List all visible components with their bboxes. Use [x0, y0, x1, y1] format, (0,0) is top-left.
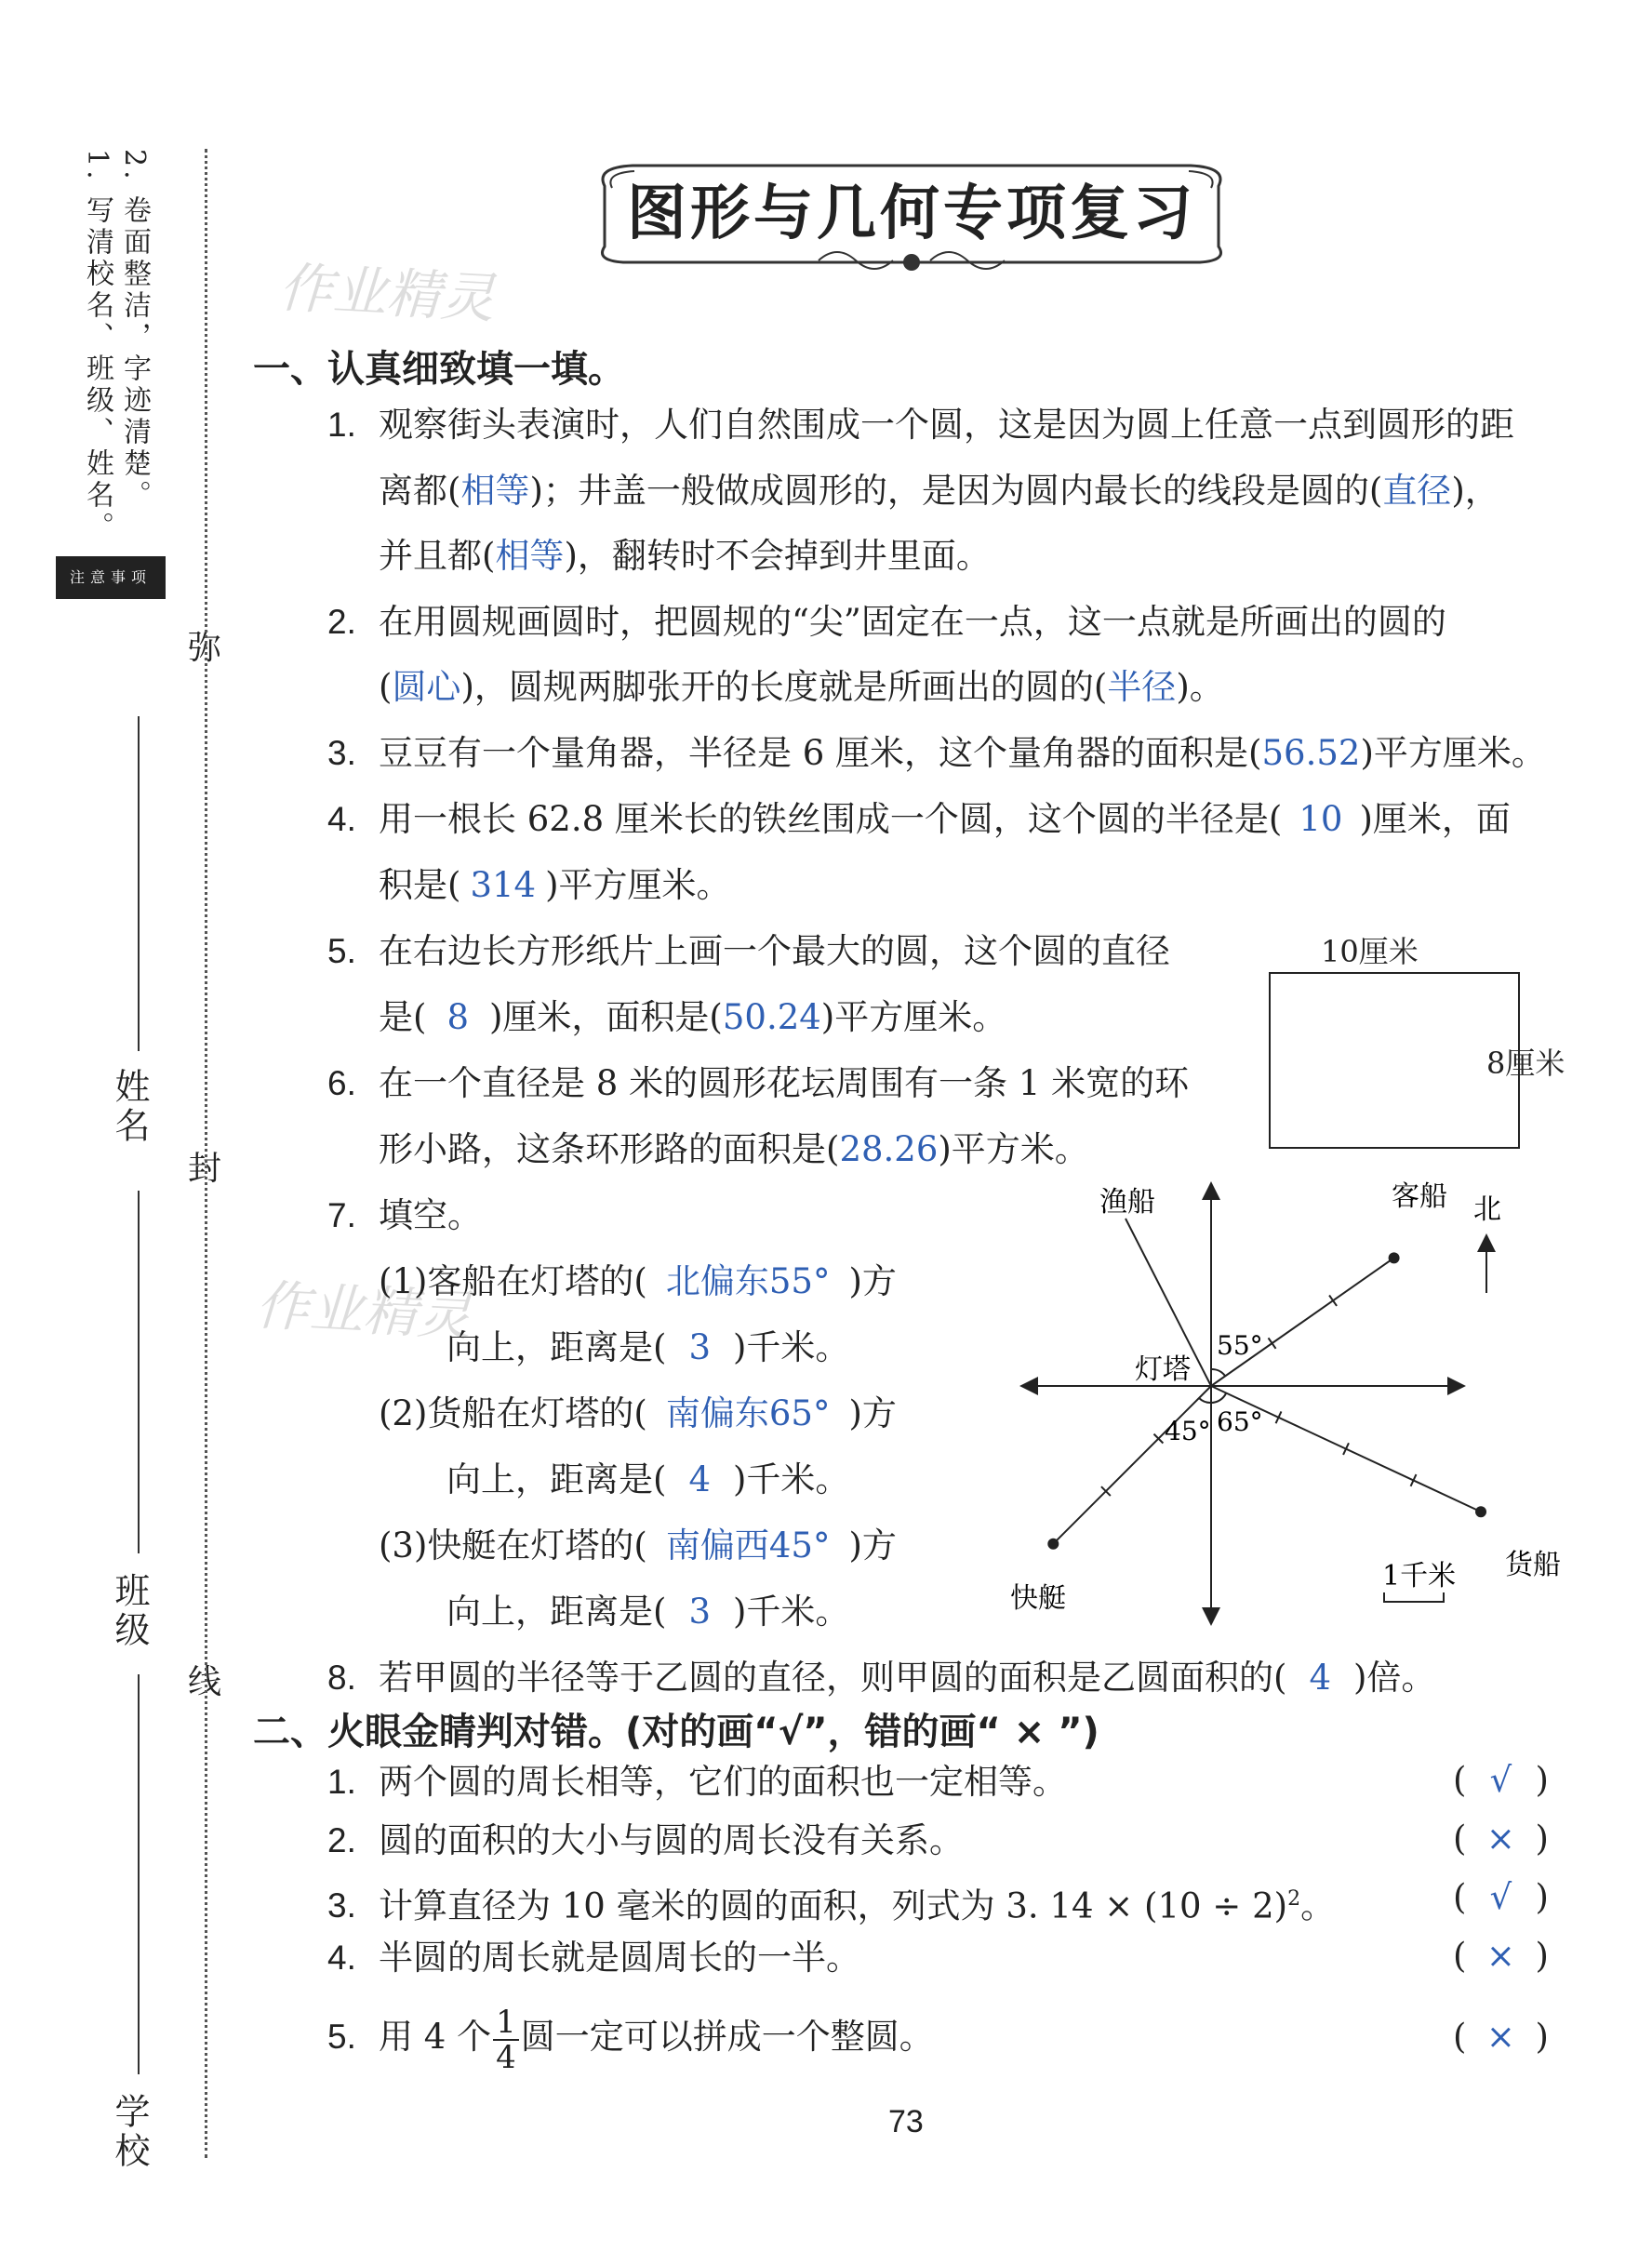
- judge-2-answer: ×: [1485, 1819, 1515, 1859]
- bearing-ray-3: [1053, 1386, 1211, 1544]
- q4-number: 4.: [327, 800, 356, 838]
- q7-number: 7.: [327, 1196, 356, 1234]
- q2-answer-2: 半径: [1107, 667, 1177, 707]
- seal-char-xian: 线: [188, 1663, 222, 1701]
- q7-2-answer-2: 4: [688, 1459, 711, 1499]
- judge-item-3: [327, 1877, 1335, 1928]
- q5-rectangle: [1269, 972, 1520, 1149]
- judge-3-answer: √: [1489, 1877, 1512, 1917]
- q7-intro-text: 填空。: [379, 1195, 482, 1235]
- q8-number: 8.: [327, 1659, 356, 1697]
- watermark-top: 作业精灵: [277, 255, 497, 331]
- q5-line1: [327, 929, 1170, 974]
- q8-line: [327, 1656, 1435, 1700]
- q4-line1: [327, 797, 1511, 842]
- judge-2-text: 圆的面积的大小与圆的周长没有关系。: [379, 1820, 964, 1860]
- left-margin: [0, 0, 222, 2265]
- label-cargo-ship: 货船: [1505, 1549, 1561, 1581]
- q4-text-1: 用一根长 62.8 厘米长的铁丝围成一个圆，这个圆的半径是(: [379, 799, 1283, 839]
- q6-line2: [379, 1127, 1089, 1172]
- q1-text-6: )，翻转时不会掉到井里面。: [564, 536, 991, 576]
- judge-item-2: [327, 1819, 964, 1863]
- q1-line2: [379, 469, 1499, 513]
- page-number: 73: [888, 2104, 924, 2139]
- judge-2-answer-box[interactable]: ( × ): [1453, 1819, 1549, 1859]
- seal-dotted-line: [205, 149, 207, 2158]
- q7-2-text-4: )千米。: [732, 1459, 850, 1499]
- judge-3-tail: 。: [1300, 1885, 1336, 1926]
- q7-item1-line2: [446, 1326, 849, 1370]
- q7-item3-line2: [446, 1590, 849, 1634]
- q7-2-text-2: )方: [848, 1393, 897, 1433]
- label-passenger-ship: 客船: [1392, 1180, 1447, 1213]
- bearing-ray-1: [1211, 1258, 1394, 1386]
- field-name-line[interactable]: [138, 716, 140, 1051]
- section1-heading: 一、认真细致填一填。: [253, 348, 625, 391]
- label-north: 北: [1473, 1193, 1501, 1226]
- q6-text-3: )平方米。: [938, 1129, 1089, 1169]
- field-class-line[interactable]: [138, 1191, 140, 1553]
- q6-text-1: 在一个直径是 8 米的圆形花坛周围有一条 1 米宽的环: [379, 1063, 1190, 1103]
- page-title: 图形与几何专项复习: [627, 179, 1196, 248]
- q1-text-2: 离都(: [379, 471, 461, 511]
- q3-line: [327, 731, 1546, 776]
- ship-point-2: [1475, 1506, 1486, 1517]
- q7-1-text-1: (1)客船在灯塔的(: [379, 1261, 647, 1301]
- q7-1-text-2: )方: [848, 1261, 897, 1301]
- label-speedboat: 快艇: [1010, 1582, 1066, 1615]
- q7-3-text-1: (3)快艇在灯塔的(: [379, 1526, 647, 1566]
- q7-3-answer-2: 3: [688, 1592, 711, 1632]
- q8-answer: 4: [1309, 1658, 1331, 1698]
- q7-2-text-1: (2)货船在灯塔的(: [379, 1393, 647, 1433]
- notice-heading: 注意事项: [56, 556, 166, 599]
- judge-4-answer: ×: [1485, 1936, 1515, 1976]
- q1-line1: [327, 403, 1514, 447]
- label-angle-45: 45°: [1165, 1416, 1211, 1446]
- title-banner: [577, 158, 1246, 279]
- judge-3-number: 3.: [327, 1886, 356, 1925]
- q7-3-text-2: )方: [848, 1526, 897, 1566]
- field-school-label: 学校: [109, 2093, 150, 2171]
- judge-5-fraction: [493, 2005, 519, 2074]
- field-class-label: 班级: [109, 1572, 150, 1650]
- angle-arc-55: [1211, 1369, 1225, 1376]
- ship-point-3: [1047, 1539, 1059, 1550]
- scale-bar: [1384, 1592, 1444, 1602]
- angle-arc-45: [1199, 1398, 1211, 1403]
- ray-tick-1-1: [1269, 1338, 1276, 1348]
- label-angle-65: 65°: [1217, 1406, 1263, 1437]
- judge-item-5: [327, 2000, 934, 2074]
- judge-item-1: [327, 1760, 1067, 1805]
- q7-item3-line1: [379, 1524, 897, 1568]
- q2-answer-1: 圆心: [392, 667, 461, 707]
- ray-tick-1-2: [1329, 1295, 1337, 1305]
- judge-5-number: 5.: [327, 2018, 356, 2056]
- q4-text-3: 积是(: [379, 865, 461, 905]
- q7-2-text-3: 向上，距离是(: [446, 1459, 667, 1499]
- judge-1-answer-box[interactable]: ( √ ): [1453, 1760, 1549, 1800]
- watermark-middle: 作业精灵: [254, 1272, 473, 1349]
- q2-text-2: (: [379, 667, 393, 707]
- q5-text-2: 是(: [379, 997, 427, 1037]
- judge-3-text: 计算直径为 10 毫米的圆的面积，列式为 3. 14 × (10 ÷ 2): [379, 1885, 1288, 1926]
- q6-number: 6.: [327, 1064, 356, 1102]
- q7-1-text-3: 向上，距离是(: [446, 1327, 667, 1367]
- label-fishing-boat: 渔船: [1099, 1186, 1155, 1219]
- q1-answer-1: 相等: [460, 471, 530, 511]
- section2-heading: 二、火眼金睛判对错。(对的画“√”，错的画“ × ”): [253, 1711, 1099, 1753]
- q5-text-1: 在右边长方形纸片上画一个最大的圆，这个圆的直径: [379, 931, 1170, 971]
- q5-answer-1: 8: [446, 997, 469, 1037]
- q5-rect-side-label: 8厘米: [1486, 1046, 1565, 1081]
- q6-line1: [327, 1061, 1189, 1106]
- q6-answer: 28.26: [839, 1129, 939, 1169]
- judge-3-sup: 2: [1287, 1887, 1301, 1911]
- q7-1-answer-1: 北偏东55°: [665, 1261, 831, 1301]
- label-angle-55: 55°: [1217, 1330, 1263, 1361]
- ship-point-1: [1389, 1252, 1400, 1263]
- q7-2-answer-1: 南偏东65°: [665, 1393, 831, 1433]
- judge-1-answer: √: [1489, 1760, 1512, 1800]
- q2-text-4: )。: [1176, 667, 1224, 707]
- q5-line2: [379, 995, 1006, 1040]
- judge-4-text: 半圆的周长就是圆周长的一半。: [379, 1938, 860, 1978]
- q2-text-1: 在用圆规画圆时，把圆规的“尖”固定在一点，这一点就是所画出的圆的: [379, 602, 1446, 642]
- judge-4-answer-box[interactable]: ( × ): [1453, 1936, 1549, 1976]
- notice-line-1: 1. 写清校名、班级、姓名。: [81, 149, 113, 544]
- q3-text-2: )平方厘米。: [1360, 733, 1546, 773]
- q1-text-1: 观察街头表演时，人们自然围成一个圆，这是因为圆上任意一点到圆形的距: [379, 405, 1514, 445]
- q7-1-answer-2: 3: [688, 1327, 711, 1367]
- q4-answer-1: 10: [1299, 799, 1343, 839]
- q2-line2: [379, 665, 1224, 710]
- judge-5-answer: ×: [1485, 2017, 1515, 2057]
- q7-item1-line1: [379, 1259, 897, 1304]
- q5-rect-top-label: 10厘米: [1321, 934, 1419, 969]
- judge-5-answer-box[interactable]: ( × ): [1453, 2017, 1549, 2057]
- q4-answer-2: 314: [470, 865, 537, 905]
- q5-text-4: )平方厘米。: [820, 997, 1007, 1037]
- angle-arc-65: [1211, 1393, 1226, 1403]
- q7-intro: [327, 1193, 482, 1238]
- q1-text-3: )；井盖一般做成圆形的，是因为圆内最长的线段是圆的(: [529, 471, 1383, 511]
- fraction-denominator: 4: [496, 2038, 516, 2076]
- q4-line2: [379, 863, 731, 908]
- q6-text-2: 形小路，这条环形路的面积是(: [379, 1129, 840, 1169]
- field-name-label: 姓名: [109, 1068, 150, 1146]
- q1-number: 1.: [327, 406, 356, 444]
- fraction-numerator: 1: [493, 2005, 519, 2041]
- q1-text-5: 并且都(: [379, 536, 496, 576]
- notice-line-2: 2. 卷面整洁，字迹清楚。: [118, 149, 151, 513]
- judge-item-4: [327, 1936, 860, 1980]
- q2-text-3: )，圆规两脚张开的长度就是所画出的圆的(: [460, 667, 1108, 707]
- label-scale: 1千米: [1382, 1560, 1457, 1592]
- q5-answer-2: 50.24: [722, 997, 821, 1037]
- q7-item2-line1: [379, 1392, 897, 1436]
- q7-1-text-4: )千米。: [732, 1327, 850, 1367]
- q7-item2-line2: [446, 1458, 849, 1502]
- q7-3-text-3: 向上，距离是(: [446, 1592, 667, 1632]
- q2-line1: [327, 600, 1446, 645]
- judge-5-text-pre: 用 4 个: [379, 2017, 492, 2057]
- q4-text-2: )厘米，面: [1359, 799, 1511, 839]
- judge-1-text: 两个圆的周长相等，它们的面积也一定相等。: [379, 1762, 1067, 1802]
- q7-3-text-4: )千米。: [732, 1592, 850, 1632]
- judge-5-text-post: 圆一定可以拼成一个整圆。: [520, 2017, 934, 2057]
- seal-char-mi: 弥: [188, 629, 222, 667]
- q2-number: 2.: [327, 603, 356, 641]
- q8-text-1: 若甲圆的半径等于乙圆的直径，则甲圆的面积是乙圆面积的(: [379, 1658, 1287, 1698]
- q3-number: 3.: [327, 734, 356, 772]
- q1-line3: [379, 534, 991, 579]
- q4-text-4: )平方厘米。: [545, 865, 731, 905]
- bearing-diagram: [1005, 1172, 1619, 1637]
- judge-4-number: 4.: [327, 1939, 356, 1977]
- q8-text-2: )倍。: [1352, 1658, 1436, 1698]
- q1-answer-3: 相等: [495, 536, 565, 576]
- q5-text-3: )厘米，面积是(: [488, 997, 723, 1037]
- q1-text-4: )，: [1451, 471, 1499, 511]
- label-lighthouse: 灯塔: [1135, 1353, 1191, 1386]
- q3-text-1: 豆豆有一个量角器，半径是 6 厘米，这个量角器的面积是(: [379, 733, 1262, 773]
- judge-2-number: 2.: [327, 1821, 356, 1859]
- judge-3-answer-box[interactable]: ( √ ): [1453, 1877, 1549, 1917]
- q3-answer: 56.52: [1261, 733, 1361, 773]
- field-school-line[interactable]: [138, 1674, 140, 2074]
- q1-answer-2: 直径: [1382, 471, 1452, 511]
- q5-number: 5.: [327, 932, 356, 970]
- q7-3-answer-1: 南偏西45°: [665, 1526, 831, 1566]
- seal-char-feng: 封: [188, 1150, 222, 1188]
- judge-1-number: 1.: [327, 1763, 356, 1801]
